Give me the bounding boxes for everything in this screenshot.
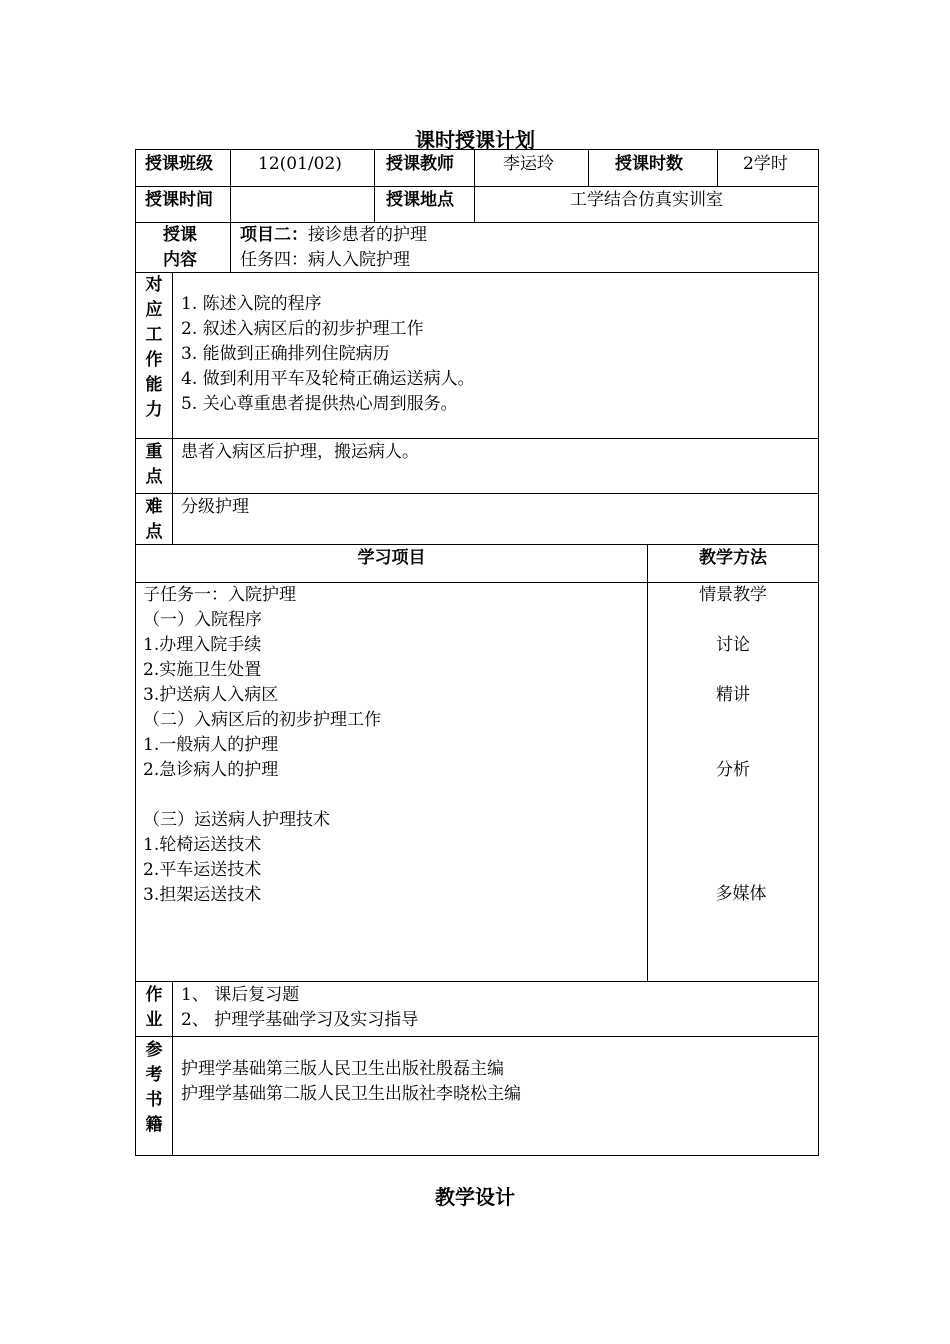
list-item: 4. 做到利用平车及轮椅正确运送病人。 [181, 369, 475, 389]
difficulty-value: 分级护理 [181, 497, 249, 517]
content-label-line2: 内容 [163, 250, 197, 270]
time-label: 授课时间 [145, 190, 213, 210]
list-item: 1、 课后复习题 [181, 985, 300, 1005]
key-point-label: 重点 [145, 442, 163, 487]
references-label: 参考书籍 [145, 1040, 163, 1135]
task-text: 任务四：病人入院护理 [240, 250, 410, 270]
list-item: 护理学基础第三版人民卫生出版社殷磊主编 [181, 1059, 504, 1079]
method-item: 分析 [716, 760, 750, 780]
content-label-line1: 授课 [163, 225, 197, 245]
learning-items-header: 学习项目 [357, 548, 426, 568]
list-item: （一）入院程序 [143, 610, 262, 630]
learning-items-list [143, 583, 381, 908]
list-item: 3.担架运送技术 [143, 885, 262, 905]
section-title: 教学设计 [435, 1185, 515, 1209]
list-item: 1. 陈述入院的程序 [181, 294, 322, 314]
teaching-methods-header: 教学方法 [699, 548, 767, 568]
difficulty-label: 难点 [145, 497, 163, 542]
project-label: 项目二： [240, 225, 308, 245]
method-item: 精讲 [716, 685, 750, 705]
homework-label: 作业 [145, 985, 163, 1030]
page-title: 课时授课计划 [415, 128, 535, 152]
list-item: 1.办理入院手续 [143, 635, 262, 655]
method-item: 情景教学 [699, 585, 767, 605]
place-label: 授课地点 [386, 190, 454, 210]
homework-list [181, 983, 418, 1033]
teacher-value: 李运玲 [503, 154, 554, 174]
cell [230, 186, 375, 223]
list-item: 2、 护理学基础学习及实习指导 [181, 1010, 419, 1030]
list-item: 2.急诊病人的护理 [143, 760, 279, 780]
list-item: 5. 关心尊重患者提供热心周到服务。 [181, 394, 458, 414]
list-item [143, 783, 381, 808]
list-item: 子任务一：入院护理 [143, 585, 296, 605]
list-item: 2. 叙述入病区后的初步护理工作 [181, 319, 424, 339]
class-value: 12(01/02) [258, 154, 342, 174]
key-point-value: 患者入病区后护理，搬运病人。 [181, 442, 419, 462]
list-item: 2.平车运送技术 [143, 860, 262, 880]
list-item: 1.轮椅运送技术 [143, 835, 262, 855]
project-value: 接诊患者的护理 [308, 225, 427, 245]
place-value: 工学结合仿真实训室 [570, 190, 723, 210]
abilities-label: 对应工作能力 [145, 275, 163, 420]
list-item: 2.实施卫生处置 [143, 660, 262, 680]
teacher-label: 授课教师 [386, 154, 454, 174]
list-item: 3. 能做到正确排列住院病历 [181, 344, 390, 364]
method-item: 多媒体 [715, 884, 767, 904]
method-item: 讨论 [716, 635, 750, 655]
hours-label: 授课时数 [615, 154, 683, 174]
list-item: （二）入病区后的初步护理工作 [143, 710, 381, 730]
class-label: 授课班级 [145, 154, 213, 174]
list-item: 护理学基础第二版人民卫生出版社李晓松主编 [181, 1084, 521, 1104]
list-item: 1.一般病人的护理 [143, 735, 279, 755]
list-item: （三）运送病人护理技术 [143, 810, 330, 830]
hours-value: 2学时 [743, 154, 788, 174]
list-item: 3.护送病人入病区 [143, 685, 279, 705]
cell [172, 493, 819, 545]
references-list [181, 1057, 521, 1107]
abilities-list [181, 292, 475, 417]
